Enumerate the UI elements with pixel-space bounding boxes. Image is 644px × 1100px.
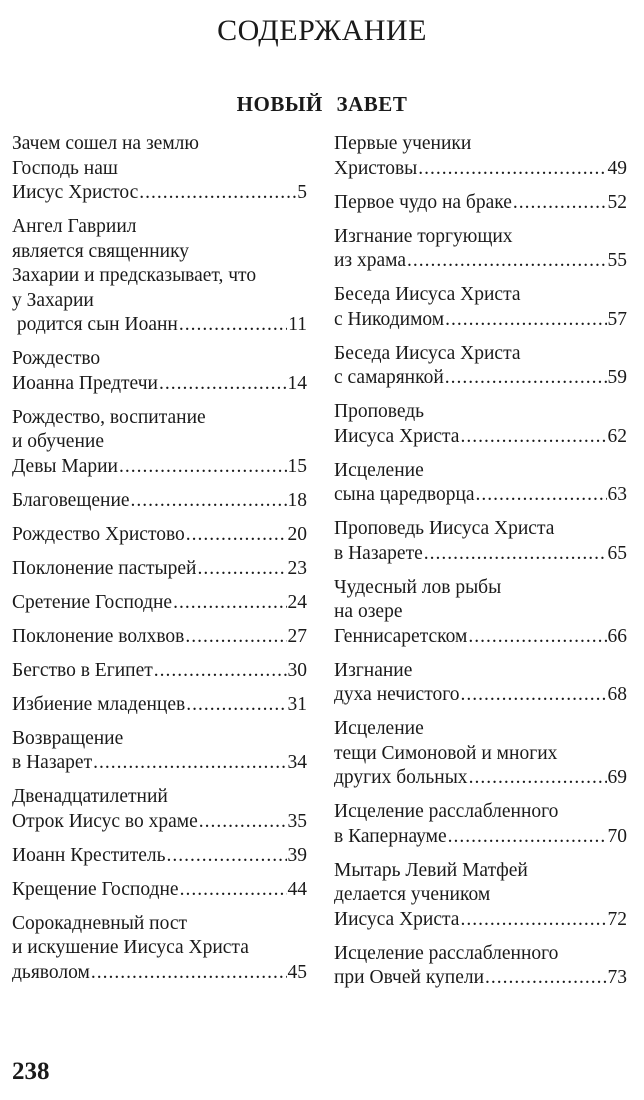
- toc-entry[interactable]: [334, 132, 627, 181]
- toc-entry[interactable]: [334, 576, 627, 650]
- toc-entry-last-line: [12, 591, 307, 616]
- toc-right-column: [334, 132, 627, 1000]
- toc-entry[interactable]: [334, 942, 627, 991]
- toc-entry[interactable]: [334, 800, 627, 849]
- toc-entry-title-line: Чудесный лов рыбы: [334, 576, 502, 598]
- toc-entry-title-line: Сретение Господне: [12, 591, 173, 613]
- toc-entry-page-number: 45: [287, 961, 307, 983]
- toc-entry-title-line: Исцеление расслабленного: [334, 801, 559, 822]
- toc-entry-last-line: [12, 878, 307, 903]
- toc-entry[interactable]: [12, 912, 307, 986]
- page-title: СОДЕРЖАНИЕ: [217, 14, 427, 47]
- toc-leader-dots: [418, 157, 606, 182]
- toc-entry-last-line: [12, 181, 307, 206]
- toc-entry[interactable]: [12, 347, 307, 396]
- toc-leader-dots: [185, 625, 286, 650]
- toc-entry-last-line: [334, 625, 627, 650]
- toc-entry-title-line: Мытарь Левий Матфей: [334, 859, 528, 881]
- toc-leader-dots: [139, 181, 296, 206]
- toc-entry-title-line: Двенадцатилетний: [12, 786, 168, 807]
- toc-entry-page-number: 57: [607, 308, 627, 330]
- toc-left-column: [12, 132, 307, 995]
- toc-entry-title-line: Иоанна Предтечи: [12, 372, 158, 394]
- toc-entry-last-line: [334, 966, 627, 991]
- toc-entry-title-line: является священнику: [12, 240, 190, 262]
- toc-entry-last-line: [12, 751, 307, 776]
- toc-entry-title-line: Господь наш: [12, 157, 118, 179]
- toc-entry-page-number: 70: [607, 825, 627, 847]
- toc-entry-last-line: [12, 810, 307, 835]
- toc-entry-title-line: Девы Марии: [12, 455, 118, 477]
- toc-entry[interactable]: [12, 844, 307, 869]
- toc-entry[interactable]: [12, 557, 307, 582]
- toc-leader-dots: [460, 683, 606, 708]
- toc-entry-last-line: [334, 191, 627, 216]
- toc-entry-page-number: 63: [607, 484, 627, 505]
- toc-leader-dots: [445, 308, 606, 333]
- section-title: НОВЫЙ ЗАВЕТ: [236, 92, 408, 116]
- toc-leader-dots: [460, 425, 606, 450]
- toc-entry-last-line: [12, 844, 307, 869]
- toc-entry-title-line: из храма: [334, 250, 407, 271]
- toc-entry-last-line: [334, 908, 627, 933]
- toc-entry-last-line: [334, 542, 627, 567]
- toc-leader-dots: [186, 523, 287, 548]
- toc-leader-dots: [93, 751, 286, 776]
- toc-leader-dots: [186, 693, 286, 718]
- toc-entry[interactable]: [12, 625, 307, 650]
- toc-leader-dots: [407, 249, 606, 274]
- toc-entry-page-number: 73: [607, 967, 627, 988]
- toc-entry-last-line: [12, 693, 307, 718]
- toc-entry-page-number: 31: [287, 693, 307, 715]
- toc-leader-dots: [513, 191, 607, 216]
- toc-leader-dots: [131, 489, 287, 514]
- toc-entry-title-line: Иисуса Христа: [334, 425, 460, 447]
- toc-entry-title-line: Христовы: [334, 157, 418, 179]
- toc-entry-title-line: Зачем сошел на землю: [12, 133, 199, 154]
- toc-entry-page-number: 14: [287, 372, 307, 394]
- toc-entry-page-number: 55: [607, 250, 627, 271]
- toc-entry-page-number: 49: [607, 157, 627, 179]
- toc-entry-page-number: 66: [607, 625, 627, 647]
- toc-entry-title-line: Иисуса Христа: [334, 908, 460, 930]
- toc-entry-title-line: на озере: [334, 601, 403, 622]
- toc-entry-last-line: [334, 366, 627, 391]
- toc-leader-dots: [159, 372, 287, 397]
- toc-entry-title-line: тещи Симоновой и многих: [334, 742, 558, 764]
- toc-entry-last-line: [334, 308, 627, 333]
- toc-entry[interactable]: [12, 785, 307, 834]
- toc-entry-title-line: и обучение: [12, 431, 104, 452]
- toc-entry[interactable]: [334, 659, 627, 708]
- toc-entry-title-line: Рождество, воспитание: [12, 406, 206, 428]
- toc-entry-page-number: 44: [287, 878, 307, 900]
- toc-entry-title-line: Крещение Господне: [12, 878, 179, 900]
- toc-entry-last-line: [334, 825, 627, 850]
- toc-entry-title-line: Геннисаретском: [334, 625, 468, 647]
- toc-entry-last-line: [12, 659, 307, 684]
- toc-entry[interactable]: [12, 132, 307, 206]
- toc-entry-title-line: духа нечистого: [334, 684, 460, 705]
- toc-entry-title-line: Рождество: [12, 348, 101, 369]
- toc-entry[interactable]: [334, 517, 627, 566]
- page-number: 238: [12, 1058, 50, 1085]
- toc-entry-title-line: Беседа Иисуса Христа: [334, 342, 521, 364]
- toc-entry[interactable]: [12, 523, 307, 548]
- toc-leader-dots: [476, 483, 607, 508]
- toc-entry-title-line: Поклонение пастырей: [12, 557, 197, 579]
- toc-entry-page-number: 18: [287, 489, 307, 511]
- toc-entry-last-line: [12, 313, 307, 338]
- toc-entry-page-number: 30: [287, 659, 307, 681]
- toc-entry-page-number: 34: [287, 752, 307, 773]
- toc-entry-last-line: [12, 455, 307, 480]
- toc-leader-dots: [91, 961, 287, 986]
- toc-entry-page-number: 62: [607, 425, 627, 447]
- toc-entry-title-line: родится сын Иоанн: [12, 314, 178, 335]
- toc-entry-title-line: Сорокадневный пост: [12, 912, 188, 934]
- toc-entry-last-line: [12, 961, 307, 986]
- toc-leader-dots: [154, 659, 287, 684]
- toc-entry[interactable]: [12, 659, 307, 684]
- toc-entry-title-line: с самарянкой: [334, 367, 444, 388]
- toc-leader-dots: [469, 766, 607, 791]
- toc-entry[interactable]: [12, 489, 307, 514]
- toc-entry-page-number: 20: [287, 523, 307, 545]
- toc-entry-title-line: Иоанн Креститель: [12, 844, 166, 866]
- toc-entry-page-number: 5: [297, 182, 307, 203]
- toc-entry-page-number: 59: [607, 367, 627, 388]
- toc-entry-last-line: [334, 425, 627, 450]
- toc-entry-title-line: Возвращение: [12, 727, 124, 749]
- toc-entry-title-line: Первое чудо на браке: [334, 191, 512, 213]
- toc-entry-title-line: других больных: [334, 767, 468, 788]
- toc-leader-dots: [119, 455, 287, 480]
- toc-entry-title-line: Проповедь: [334, 401, 425, 422]
- toc-leader-dots: [460, 908, 606, 933]
- toc-entry-page-number: 72: [607, 908, 627, 930]
- toc-entry-page-number: 65: [607, 542, 627, 564]
- toc-entry-title-line: при Овчей купели: [334, 967, 485, 988]
- toc-entry-title-line: Бегство в Египет: [12, 659, 153, 681]
- toc-entry-last-line: [12, 557, 307, 582]
- toc-leader-dots: [485, 966, 606, 991]
- toc-entry-last-line: [12, 625, 307, 650]
- toc-entry-page-number: 27: [287, 625, 307, 647]
- toc-entry[interactable]: [334, 859, 627, 933]
- toc-entry[interactable]: [334, 400, 627, 449]
- toc-entry-title-line: Исцеление: [334, 459, 424, 481]
- toc-entry[interactable]: [334, 191, 627, 216]
- toc-entry-title-line: дьяволом: [12, 961, 90, 983]
- toc-entry-title-line: Исцеление расслабленного: [334, 942, 559, 964]
- toc-entry[interactable]: [334, 717, 627, 791]
- toc-entry-title-line: в Капернауме: [334, 825, 447, 847]
- toc-entry[interactable]: [12, 878, 307, 903]
- toc-entry-title-line: Захарии и предсказывает, что: [12, 265, 257, 286]
- toc-entry-page-number: 35: [287, 810, 307, 832]
- toc-leader-dots: [173, 591, 286, 616]
- toc-entry-title-line: сына царедворца: [334, 484, 475, 505]
- toc-entry-title-line: Отрок Иисус во храме: [12, 810, 198, 832]
- toc-entry[interactable]: [12, 591, 307, 616]
- toc-entry[interactable]: [12, 727, 307, 776]
- toc-leader-dots: [180, 878, 287, 903]
- toc-entry[interactable]: [334, 342, 627, 391]
- toc-leader-dots: [424, 542, 607, 567]
- toc-entry-page-number: 52: [607, 191, 627, 213]
- toc-entry[interactable]: [334, 225, 627, 274]
- toc-entry[interactable]: [334, 459, 627, 508]
- toc-entry-title-line: в Назарете: [334, 542, 423, 564]
- toc-entry-page-number: 39: [287, 844, 307, 866]
- toc-leader-dots: [468, 625, 606, 650]
- toc-entry-title-line: Избиение младенцев: [12, 693, 186, 715]
- toc-entry-page-number: 68: [607, 684, 627, 705]
- toc-entry-title-line: Иисус Христос: [12, 182, 139, 203]
- toc-entry-title-line: Изгнание торгующих: [334, 225, 513, 247]
- toc-entry-page-number: 15: [287, 455, 307, 477]
- toc-entry-page-number: 24: [287, 591, 307, 613]
- toc-leader-dots: [445, 366, 607, 391]
- toc-entry-title-line: в Назарет: [12, 752, 93, 773]
- toc-entry-title-line: Первые ученики: [334, 133, 472, 154]
- toc-entry[interactable]: [12, 406, 307, 480]
- toc-leader-dots: [167, 844, 287, 869]
- toc-entry-page-number: 23: [287, 557, 307, 579]
- toc-entry-last-line: [12, 523, 307, 548]
- toc-entry[interactable]: [12, 215, 307, 338]
- toc-leader-dots: [448, 825, 607, 850]
- toc-entry-last-line: [12, 489, 307, 514]
- toc-entry[interactable]: [12, 693, 307, 718]
- toc-entry-last-line: [334, 249, 627, 274]
- toc-entry-title-line: с Никодимом: [334, 308, 445, 330]
- toc-entry-page-number: 69: [607, 767, 627, 788]
- toc-entry-page-number: 11: [288, 314, 307, 335]
- toc-entry-title-line: Изгнание: [334, 659, 413, 681]
- toc-leader-dots: [179, 313, 287, 338]
- toc-entry-title-line: Проповедь Иисуса Христа: [334, 518, 555, 539]
- toc-entry-title-line: у Захарии: [12, 289, 94, 311]
- toc-entry[interactable]: [334, 283, 627, 332]
- toc-entry-last-line: [12, 372, 307, 397]
- toc-leader-dots: [198, 557, 287, 582]
- toc-entry-title-line: Поклонение волхвов: [12, 625, 185, 647]
- toc-entry-last-line: [334, 483, 627, 508]
- toc-entry-title-line: Ангел Гавриил: [12, 216, 137, 237]
- toc-entry-last-line: [334, 683, 627, 708]
- toc-leader-dots: [199, 810, 287, 835]
- toc-entry-last-line: [334, 766, 627, 791]
- toc-entry-title-line: Беседа Иисуса Христа: [334, 284, 521, 305]
- toc-entry-title-line: делается учеником: [334, 884, 491, 905]
- toc-entry-title-line: Рождество Христово: [12, 523, 185, 545]
- toc-entry-title-line: и искушение Иисуса Христа: [12, 937, 249, 958]
- toc-entry-last-line: [334, 157, 627, 182]
- toc-entry-title-line: Благовещение: [12, 489, 130, 511]
- toc-entry-title-line: Исцеление: [334, 718, 424, 739]
